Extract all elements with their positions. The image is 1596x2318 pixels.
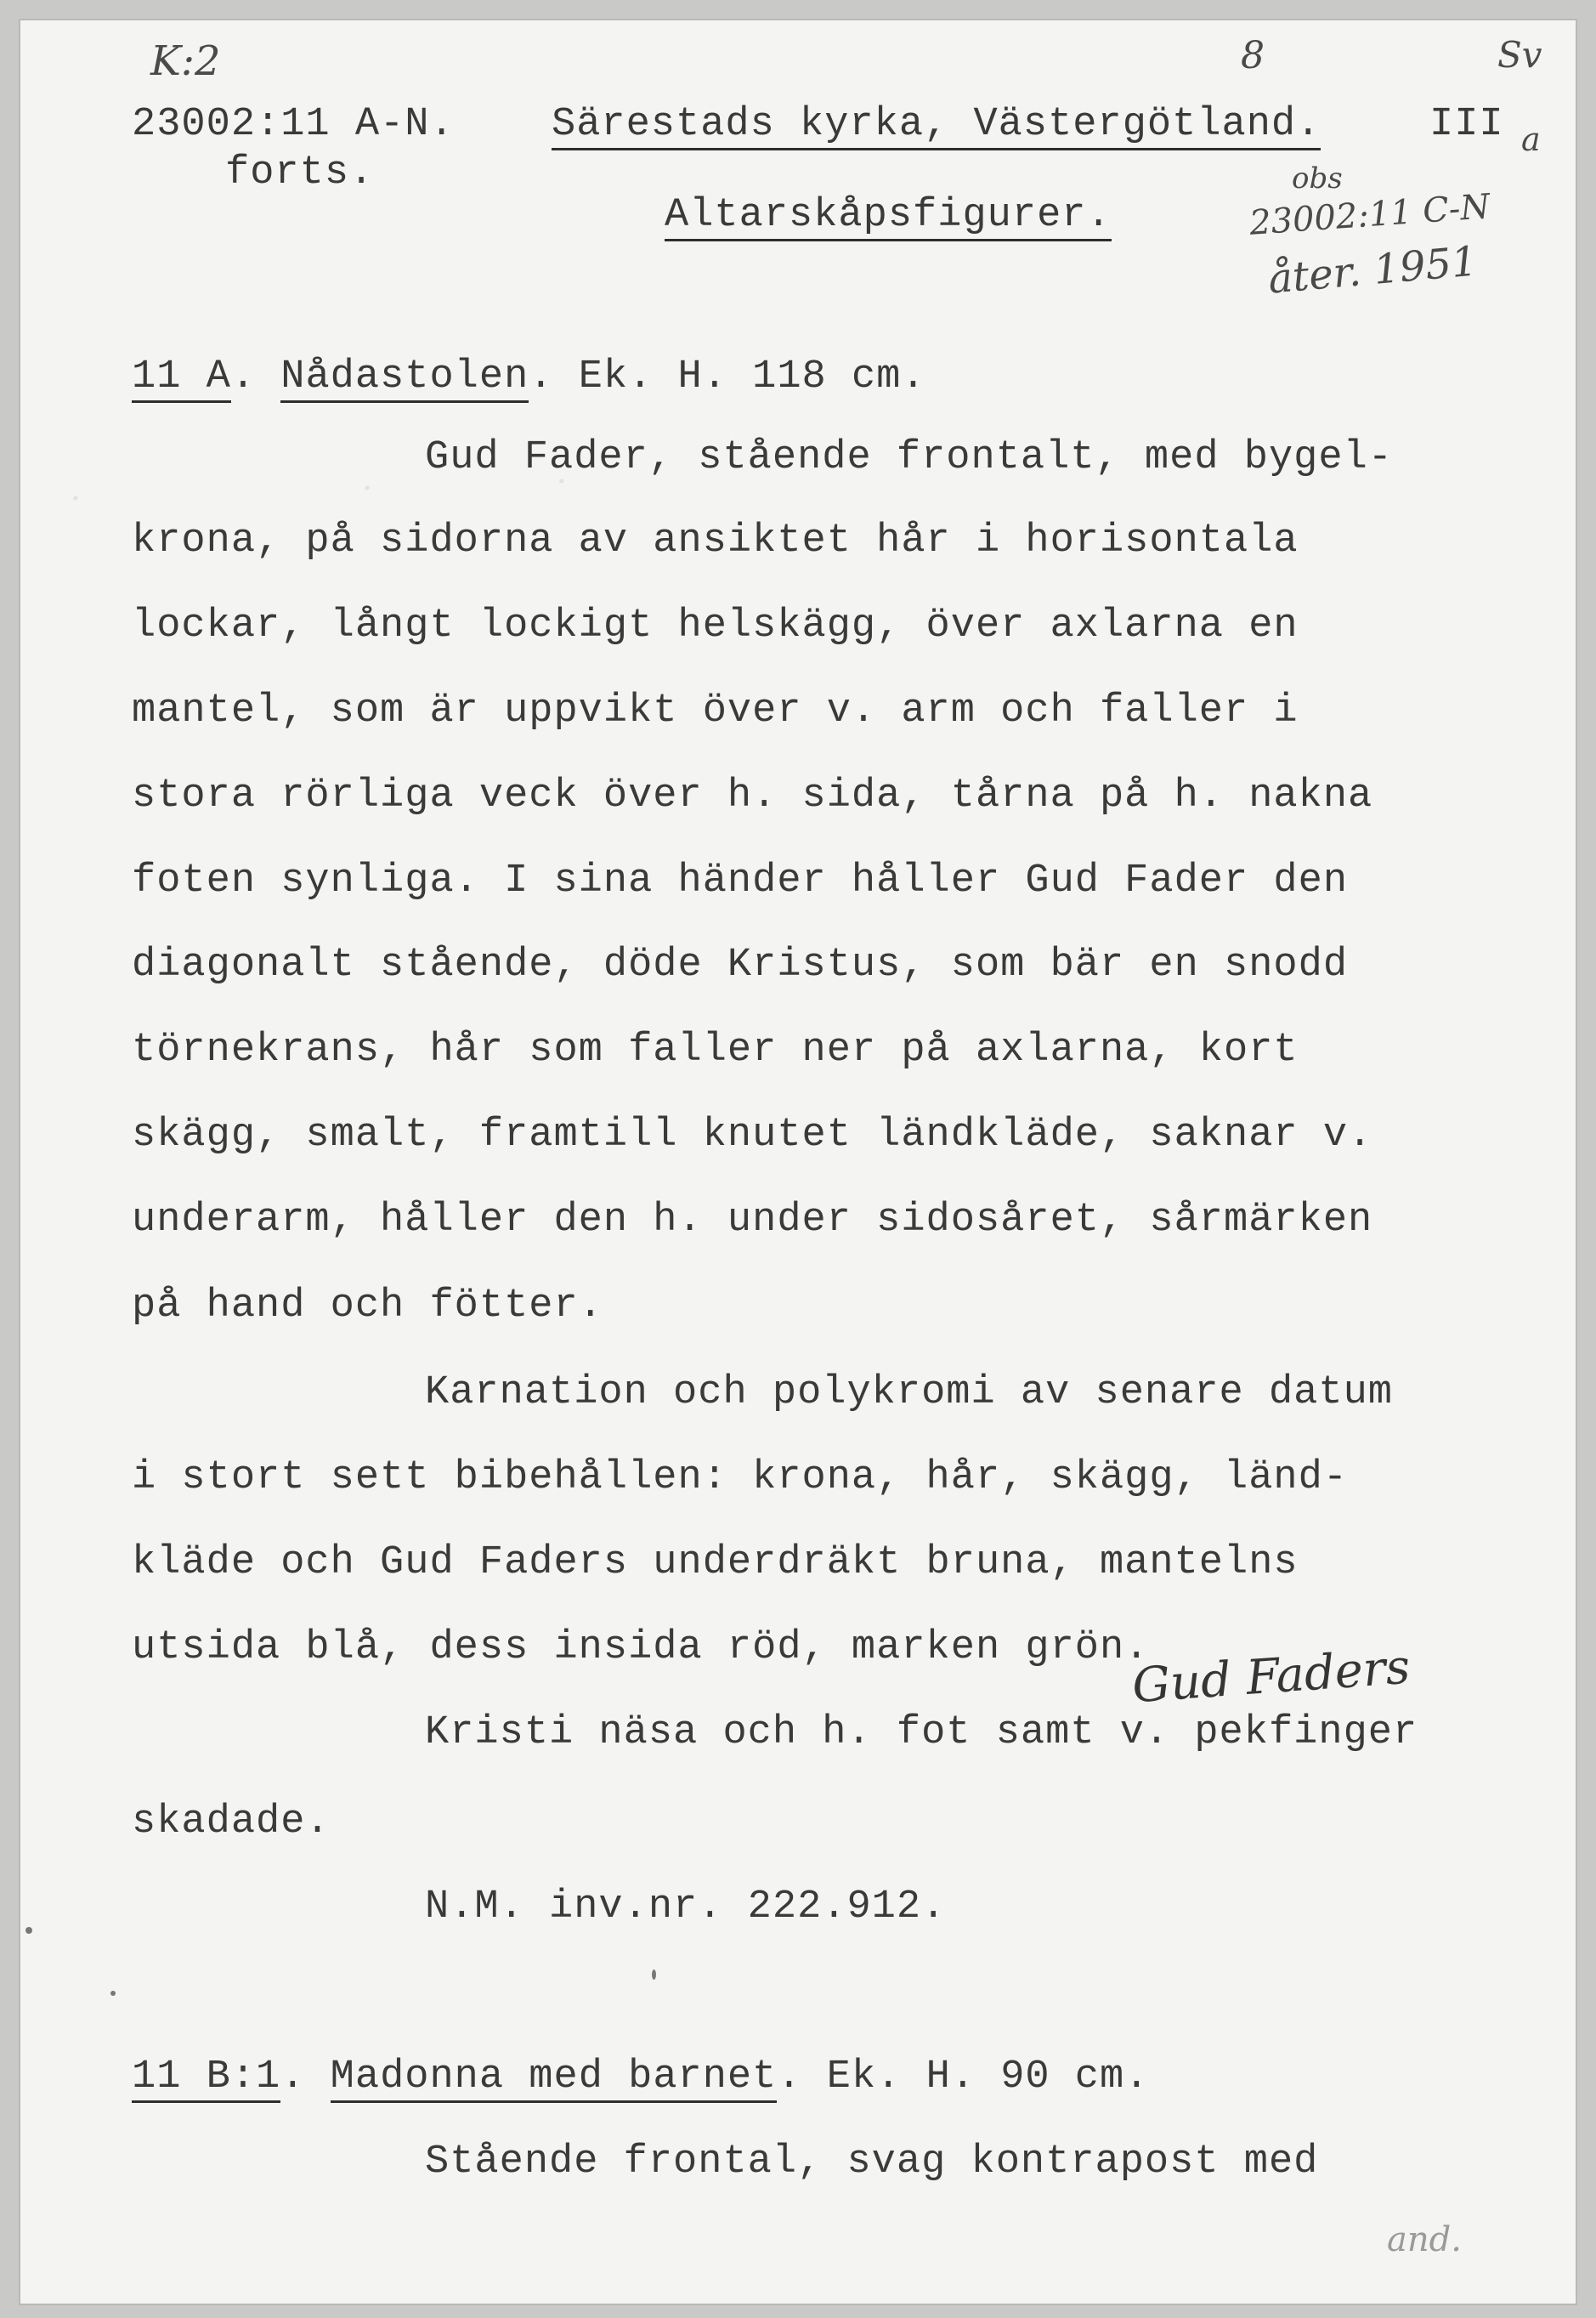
para1-line: lockar, långt lockigt helskägg, över axlarna en (132, 604, 1299, 649)
para2-line: Karnation och polykromi av senare datum (425, 1370, 1393, 1415)
entry-a-number: 11 A (132, 354, 231, 403)
handwritten-insertion-gud-faders: Gud Faders (1130, 1639, 1412, 1714)
para3-line: Kristi näsa och h. fot samt v. pekfinger (425, 1710, 1418, 1755)
para1-line: på hand och fötter. (132, 1284, 603, 1329)
handwritten-year-note: åter. 1951 (1266, 237, 1480, 303)
handwritten-volume-suffix: a (1521, 121, 1541, 158)
accession-number: 23002:11 A-N. (132, 102, 455, 147)
inventory-number: N.M. inv.nr. 222.912. (425, 1884, 947, 1930)
handwritten-obs: obs (1292, 162, 1343, 196)
para1-line: stora rörliga veck över h. sida, tårna på h. nakna (132, 774, 1373, 819)
handwritten-card-number: K:2 (150, 37, 221, 85)
handwritten-bottom-note: and. (1387, 2220, 1462, 2259)
para1-line: törnekrans, hår som faller ner på axlarna, kort (132, 1028, 1299, 1073)
para1-line: foten synliga. I sina händer håller Gud Fader den (132, 859, 1349, 904)
para1-line: diagonalt stående, döde Kristus, som bär en snodd (132, 943, 1349, 988)
para1-line: underarm, håller den h. under sidosåret, sårmärken (132, 1198, 1373, 1243)
para3-line: skadade. (132, 1799, 331, 1845)
entry-b-first-line: Stående frontal, svag kontrapost med (425, 2139, 1319, 2185)
church-title: Särestads kyrka, Västergötland. (552, 102, 1321, 150)
entry-b-number: 11 B:1 (132, 2054, 280, 2103)
entry-a-name: Nådastolen (280, 354, 529, 403)
para2-line: kläde och Gud Faders underdräkt bruna, mantelns (132, 1540, 1299, 1585)
paper-speck (652, 1969, 656, 1980)
continued-label: forts. (225, 150, 375, 196)
handwritten-page-number: 8 (1241, 34, 1265, 77)
paper-speck (25, 1927, 32, 1934)
paper-speck (110, 1991, 116, 1996)
entry-b-name: Madonna med barnet (331, 2054, 778, 2103)
entry-b-material-height: Ek. H. 90 cm. (826, 2054, 1150, 2100)
handwritten-reference: 23002:11 C-N (1248, 187, 1491, 243)
para1-line: skägg, smalt, framtill knutet ländkläde, saknar v. (132, 1113, 1373, 1158)
para2-line: i stort sett bibehållen: krona, hår, skägg, länd- (132, 1455, 1349, 1500)
entry-a-heading: 11 A. Nådastolen. Ek. H. 118 cm. (132, 354, 926, 400)
para1-line: mantel, som är uppvikt över v. arm och faller i (132, 689, 1299, 734)
para1-line: krona, på sidorna av ansiktet hår i horisontala (132, 519, 1299, 564)
volume-number: III (1429, 102, 1504, 147)
para2-line: utsida blå, dess insida röd, marken grön. (132, 1625, 1150, 1670)
para1-line: Gud Fader, stående frontalt, med bygel- (425, 435, 1393, 480)
entry-a-material-height: Ek. H. 118 cm. (578, 354, 926, 400)
archive-card (19, 19, 1577, 2305)
handwritten-sv-mark: Sv (1497, 34, 1542, 76)
faint-background-writing: . . . (69, 451, 568, 509)
entry-b-heading: 11 B:1. Madonna med barnet. Ek. H. 90 cm. (132, 2054, 1149, 2100)
section-subtitle: Altarskåpsfigurer. (665, 193, 1112, 241)
